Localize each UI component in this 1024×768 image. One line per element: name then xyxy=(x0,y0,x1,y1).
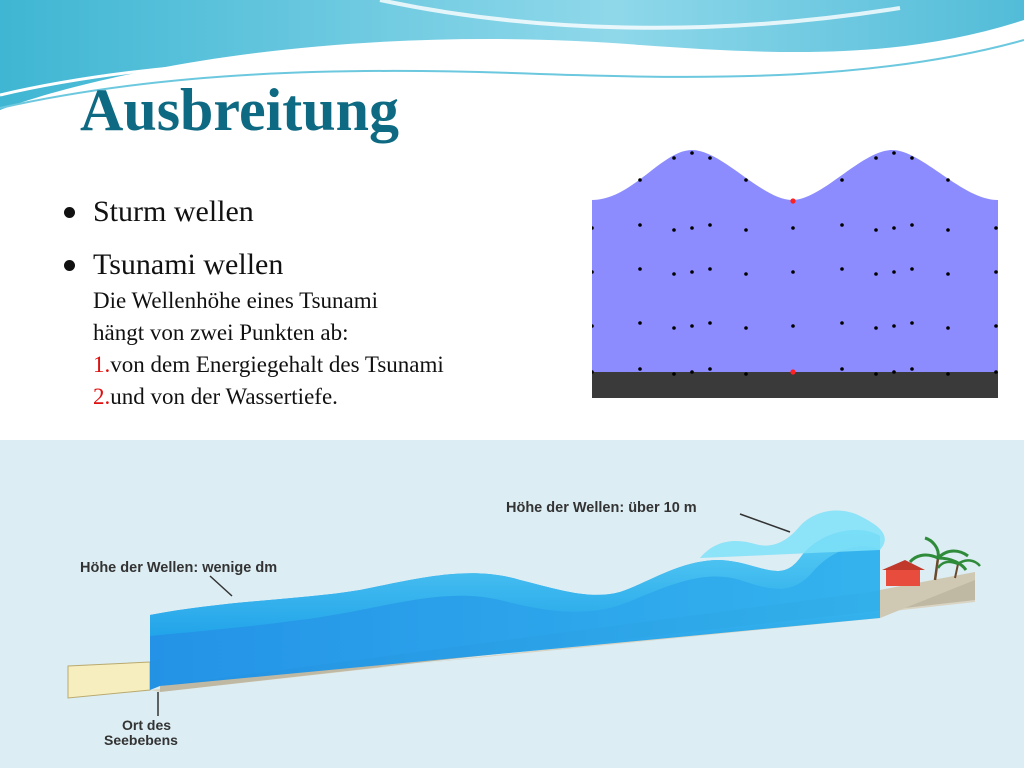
bullet-item-sturm xyxy=(60,192,580,232)
water-particle-dot xyxy=(946,372,950,376)
water-particle-dot xyxy=(874,228,878,232)
bullet-dot-icon xyxy=(64,260,75,271)
numbered-item xyxy=(93,349,580,381)
water-particle-dot xyxy=(708,367,712,371)
water-particle-dot xyxy=(690,370,694,374)
water-particle-dot xyxy=(840,178,844,182)
item-text: von dem Energiegehalt des Tsunami xyxy=(110,352,444,377)
water-particle-dot xyxy=(840,223,844,227)
water-particle-dot xyxy=(708,267,712,271)
wave-particle-animation xyxy=(592,100,998,400)
water-particle-dot xyxy=(874,326,878,330)
water-particle-dot xyxy=(744,228,748,232)
water-particle-dot xyxy=(840,367,844,371)
water-particle-dot xyxy=(672,228,676,232)
bullet-dot-icon xyxy=(64,207,75,218)
water-particle-dot xyxy=(672,326,676,330)
water-particle-dot xyxy=(892,370,896,374)
water-particle-dot xyxy=(946,178,950,182)
water-particle-dot xyxy=(910,321,914,325)
tsunami-diagram xyxy=(0,440,1024,768)
item-number: 1. xyxy=(93,352,111,377)
bullet-subtext xyxy=(93,285,580,413)
water-particle-dot xyxy=(892,151,896,155)
water-particle-dot xyxy=(708,223,712,227)
water-particle-dot xyxy=(791,270,795,274)
water-particle-dot xyxy=(690,324,694,328)
water-particle-dot xyxy=(946,228,950,232)
label-origin: Ort des xyxy=(122,717,172,733)
water-particle-dot xyxy=(994,370,998,374)
water-particle-dot xyxy=(892,270,896,274)
label-origin: Seebebens xyxy=(104,732,178,748)
water-particle-dot xyxy=(744,372,748,376)
water-particle-dot xyxy=(638,267,642,271)
water-particle-dot xyxy=(791,226,795,230)
water-particle-dot xyxy=(638,367,642,371)
water-particle-dot xyxy=(708,156,712,160)
water-particle-dot xyxy=(744,178,748,182)
water-particle-dot xyxy=(910,156,914,160)
water-particle-dot xyxy=(672,272,676,276)
water-particle-dot xyxy=(994,324,998,328)
water-particle-dot xyxy=(946,272,950,276)
bullet-list xyxy=(60,192,580,426)
water-particle-dot xyxy=(892,324,896,328)
label-wave-height-high: Höhe der Wellen: über 10 m xyxy=(506,500,697,516)
label-wave-height-low: Höhe der Wellen: wenige dm xyxy=(80,560,278,576)
water-particle-dot xyxy=(791,324,795,328)
water-particle-dot xyxy=(910,267,914,271)
water-particle-dot xyxy=(874,272,878,276)
water-particle-dot xyxy=(892,226,896,230)
marker-particle xyxy=(790,198,795,203)
water-particle-dot xyxy=(910,367,914,371)
water-particle-dot xyxy=(874,156,878,160)
water-particle-dot xyxy=(874,372,878,376)
water-particle-dot xyxy=(672,156,676,160)
water-particle-dot xyxy=(994,270,998,274)
water-particle-dot xyxy=(744,326,748,330)
item-number: 2. xyxy=(93,384,111,409)
water-particle-dot xyxy=(638,178,642,182)
water-particle-dot xyxy=(946,326,950,330)
water-particle-dot xyxy=(638,223,642,227)
water-particle-dot xyxy=(840,267,844,271)
water-particle-dot xyxy=(672,372,676,376)
bullet-label: Tsunami wellen xyxy=(93,248,284,281)
water-particle-dot xyxy=(638,321,642,325)
item-text: und von der Wassertiefe. xyxy=(110,384,338,409)
water-particle-dot xyxy=(708,321,712,325)
bullet-item-tsunami xyxy=(60,245,580,413)
water-particle-dot xyxy=(840,321,844,325)
water-particle-dot xyxy=(910,223,914,227)
water-particle-dot xyxy=(690,226,694,230)
water-particle-dot xyxy=(994,226,998,230)
subtext-line: hängt von zwei Punkten ab: xyxy=(93,320,349,345)
water-particle-dot xyxy=(690,151,694,155)
marker-particle xyxy=(790,369,795,374)
water-particle-dot xyxy=(690,270,694,274)
slide-title: Ausbreitung xyxy=(80,77,399,143)
subtext-line: Die Wellenhöhe eines Tsunami xyxy=(93,288,379,313)
bullet-label: Sturm wellen xyxy=(93,195,254,228)
water-particle-dot xyxy=(744,272,748,276)
numbered-item xyxy=(93,381,580,413)
